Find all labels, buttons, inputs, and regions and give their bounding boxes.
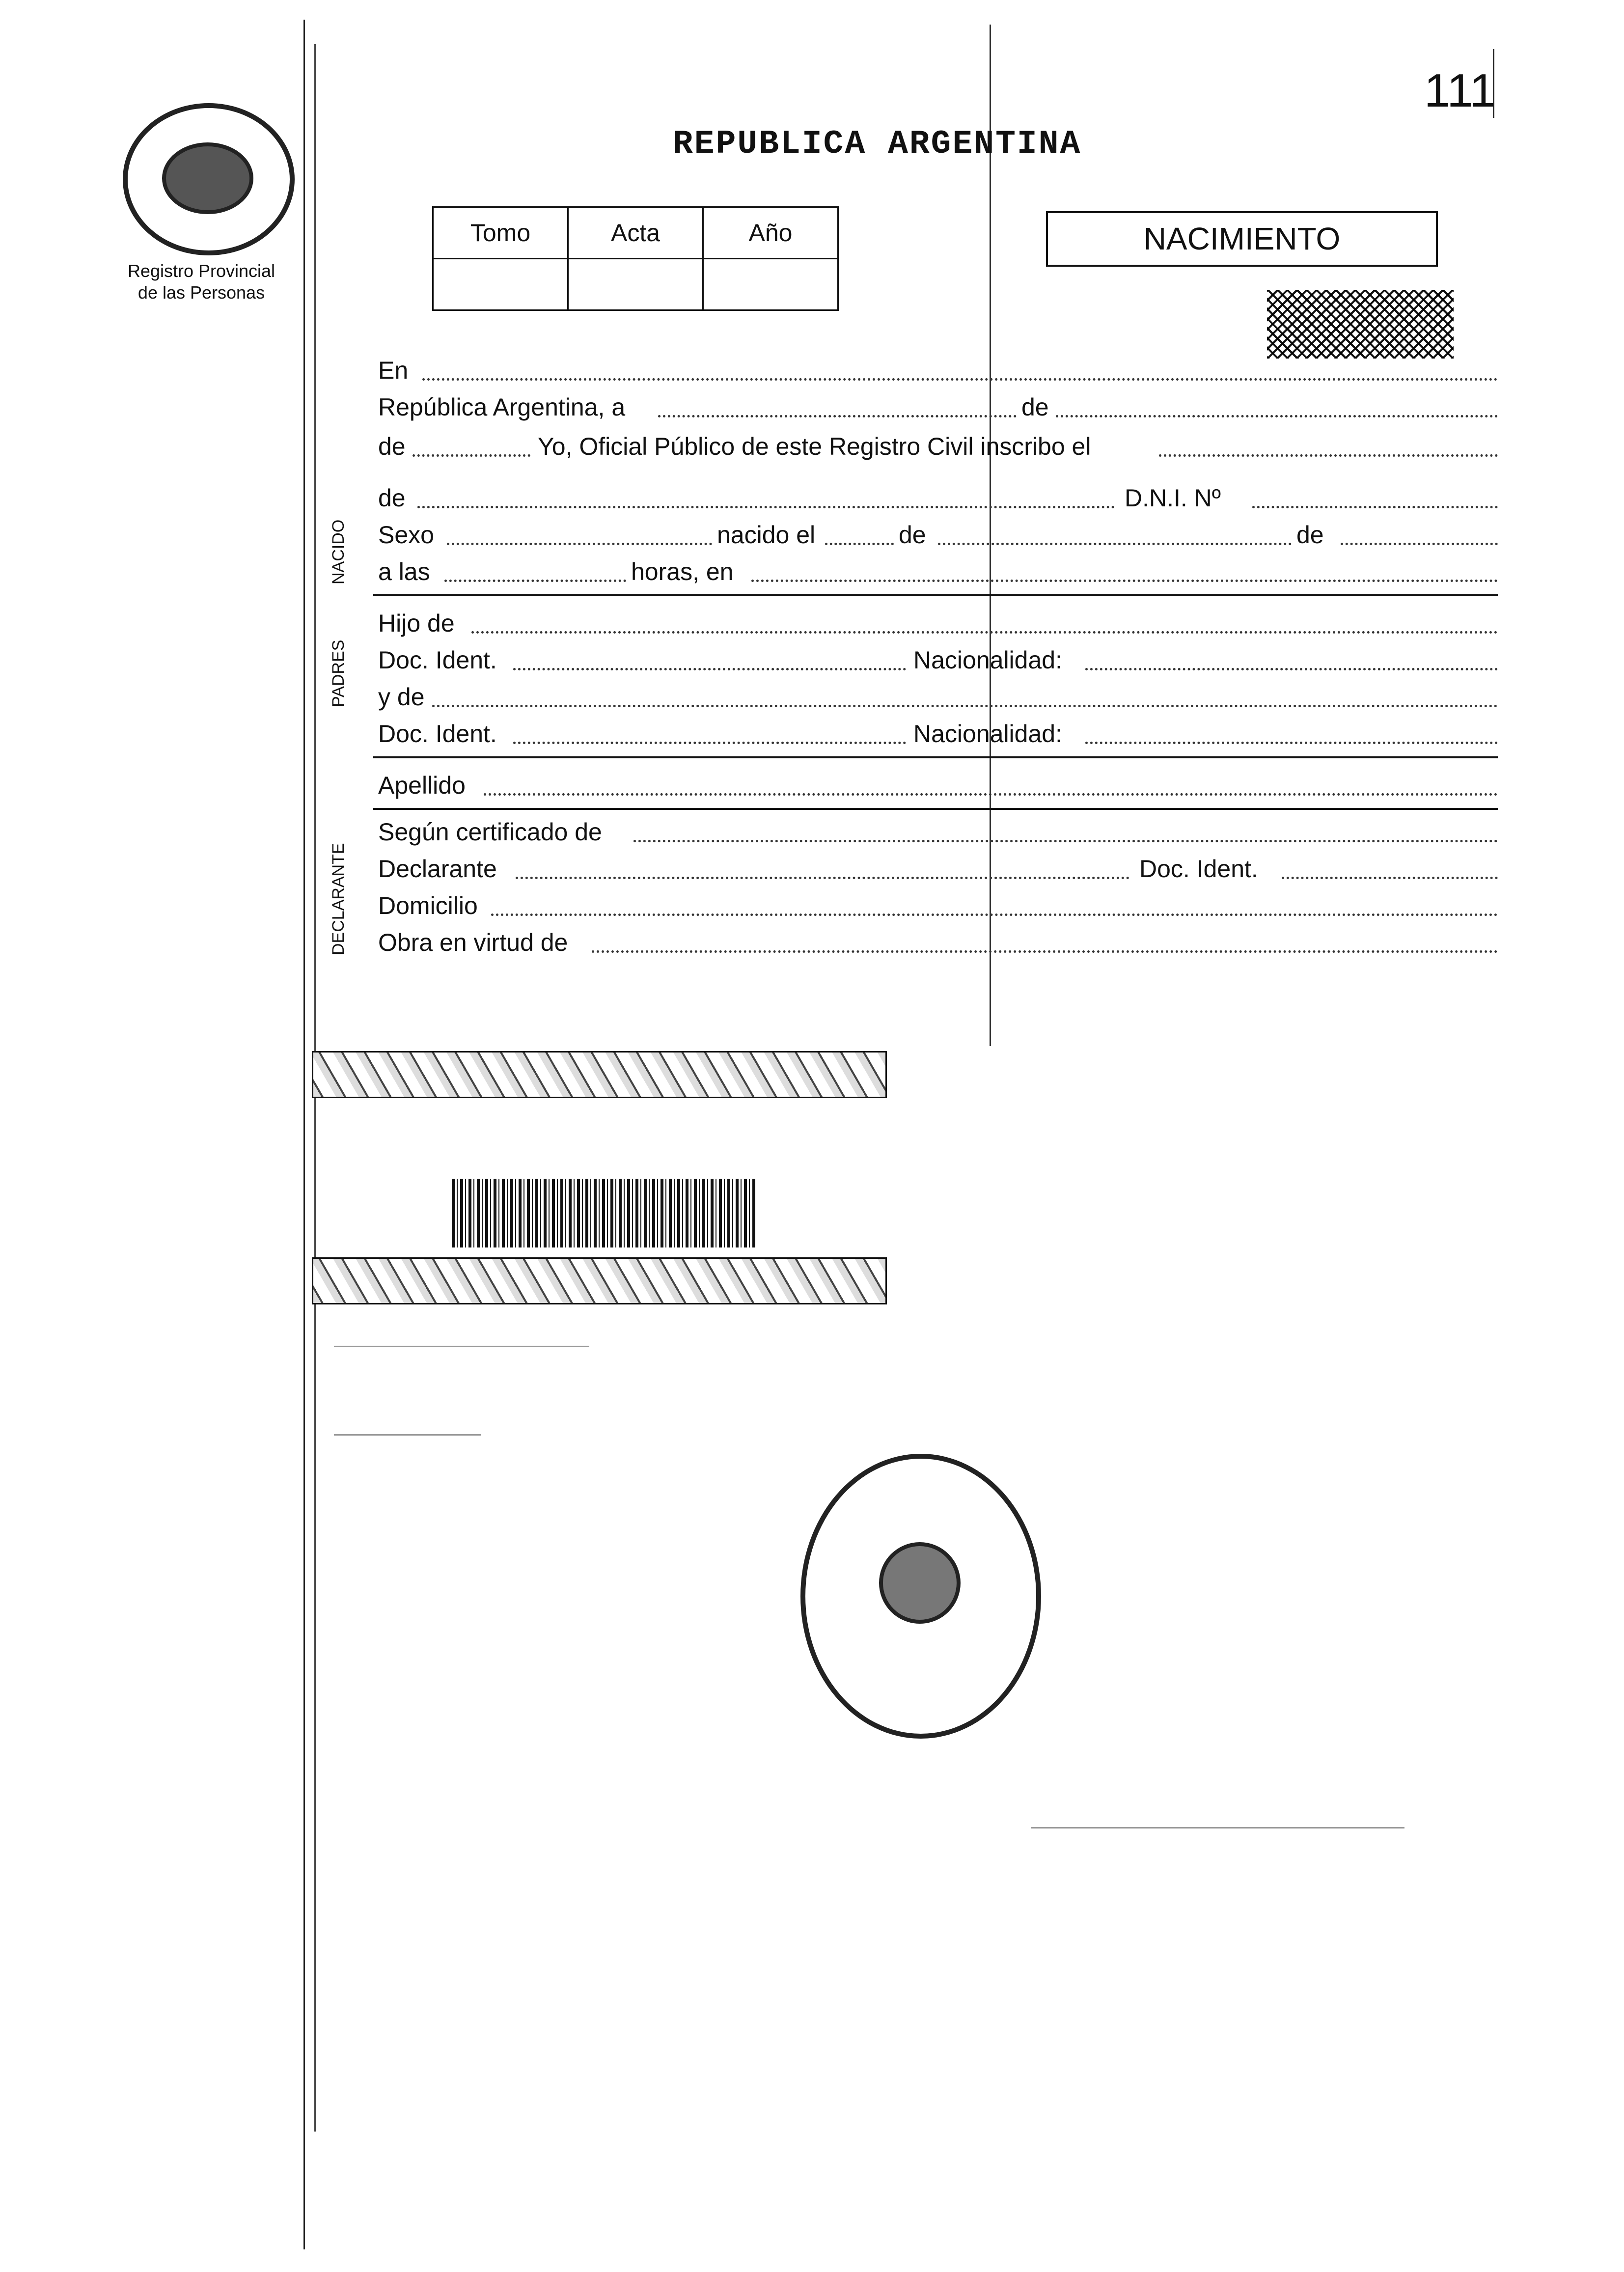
security-band-bottom: [312, 1257, 887, 1304]
label-obra-en-virtud: Obra en virtud de: [378, 929, 568, 956]
side-label-declarante: DECLARANTE: [329, 843, 348, 955]
registry-label-line2: de las Personas: [138, 282, 265, 303]
label-yo-oficial: Yo, Oficial Público de este Registro Civil inscribo el: [538, 433, 1091, 460]
field-mother-name: [432, 705, 1498, 707]
acta-value: [568, 259, 703, 310]
registry-label-line1: Registro Provincial: [127, 261, 275, 281]
label-doc-ident-1: Doc. Ident.: [378, 646, 497, 674]
field-birth-year: [1341, 543, 1498, 545]
label-y-de: y de: [378, 683, 425, 711]
registration-table-header-row: [433, 207, 838, 259]
field-surname: [484, 793, 1498, 796]
label-doc-ident-3: Doc. Ident.: [1139, 855, 1258, 883]
field-mother-nationality: [1085, 742, 1498, 744]
section-divider-padres: [373, 756, 1498, 758]
page-number: 111: [1424, 64, 1496, 117]
signature-line-official: [1031, 1827, 1404, 1829]
field-declarant-doc: [1282, 877, 1498, 879]
registration-table-value-row: [433, 259, 838, 310]
label-domicilio: Domicilio: [378, 892, 478, 919]
section-divider-nacido: [373, 594, 1498, 596]
field-month: [1056, 415, 1498, 417]
field-day: [658, 415, 1017, 417]
security-band-top: [312, 1051, 887, 1098]
document-type-box: NACIMIENTO: [1046, 211, 1438, 267]
anio-header: Año: [703, 207, 838, 259]
signature-line-declarant: [334, 1346, 589, 1347]
label-republica-a: República Argentina, a: [378, 393, 626, 421]
field-sex: [447, 543, 712, 545]
security-hologram-icon: [1267, 290, 1454, 359]
field-place: [422, 378, 1498, 381]
label-sexo: Sexo: [378, 521, 434, 549]
field-mother-doc: [513, 742, 906, 744]
label-a-las: a las: [378, 558, 430, 585]
registry-stamp-emblem-icon: [879, 1542, 961, 1624]
field-birth-place: [751, 580, 1498, 582]
fold-line: [990, 25, 991, 1046]
barcode-icon: [452, 1179, 756, 1247]
field-declarant-name: [516, 877, 1129, 879]
field-father-name: [471, 631, 1498, 634]
acta-header: Acta: [568, 207, 703, 259]
tomo-value: [433, 259, 568, 310]
field-birth-time: [444, 580, 626, 582]
field-child-dni: [1252, 506, 1498, 508]
field-child-name: [417, 506, 1115, 508]
label-apellido: Apellido: [378, 772, 466, 799]
label-de-birth-year: de: [1296, 521, 1324, 549]
label-nacido-el: nacido el: [717, 521, 816, 549]
label-horas-en: horas, en: [631, 558, 734, 585]
field-birth-month: [938, 543, 1292, 545]
field-father-nationality: [1085, 668, 1498, 670]
field-act-type: [1159, 454, 1498, 457]
side-label-nacido: NACIDO: [329, 519, 348, 584]
side-label-padres: PADRES: [329, 639, 348, 707]
registry-label: [108, 260, 295, 304]
anio-value: [703, 259, 838, 310]
label-doc-ident-2: Doc. Ident.: [378, 720, 497, 748]
label-de-birth-month: de: [899, 521, 926, 549]
label-dni-no: D.N.I. Nº: [1125, 484, 1221, 512]
field-birth-day: [825, 543, 894, 545]
provincial-seal-emblem-icon: [162, 142, 253, 214]
field-father-doc: [513, 668, 906, 670]
label-segun-certificado: Según certificado de: [378, 818, 602, 846]
field-address: [491, 914, 1498, 916]
label-en: En: [378, 357, 409, 384]
label-hijo-de: Hijo de: [378, 610, 455, 637]
label-nacionalidad-1: Nacionalidad:: [913, 646, 1062, 674]
tomo-header: Tomo: [433, 207, 568, 259]
country-title: REPUBLICA ARGENTINA: [673, 125, 1082, 163]
label-declarante: Declarante: [378, 855, 497, 883]
registration-table: [432, 206, 839, 311]
field-certificate-from: [633, 840, 1498, 842]
left-margin-line: [303, 20, 305, 2249]
label-nacionalidad-2: Nacionalidad:: [913, 720, 1062, 748]
section-divider-apellido: [373, 808, 1498, 810]
label-de-month: de: [1021, 393, 1049, 421]
label-de-name: de: [378, 484, 406, 512]
field-capacity: [592, 950, 1498, 953]
label-de-year: de: [378, 433, 406, 460]
signature-line-mother: [334, 1434, 481, 1436]
field-year: [413, 454, 530, 457]
